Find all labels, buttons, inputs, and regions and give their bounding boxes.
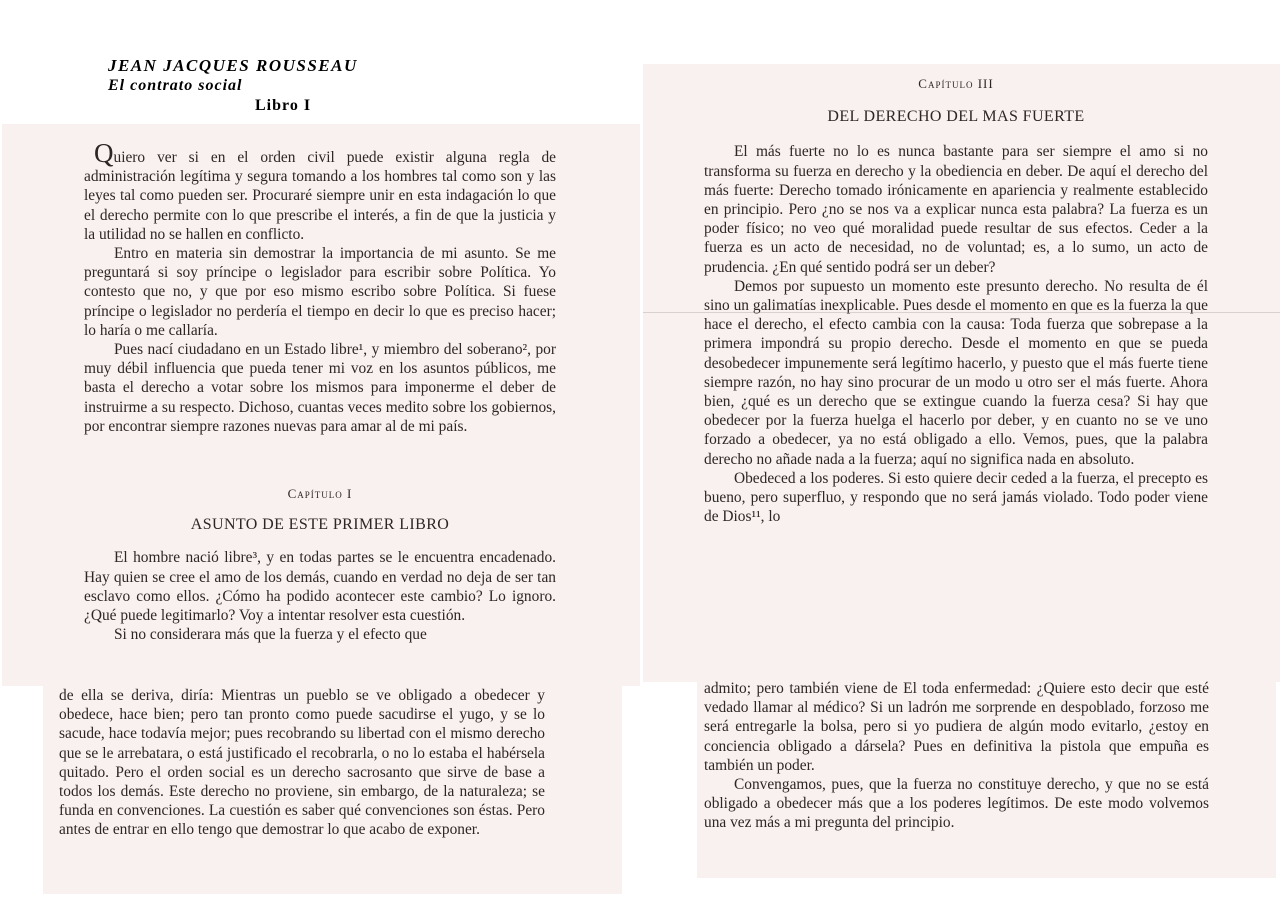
chapter-1-paragraph-2-start: Si no considerara más que la fuerza y el efecto que xyxy=(114,626,427,644)
intro-paragraph-2: Entro en materia sin demostrar la importancia de mi asunto. Se me preguntará si soy príncipe o legislador para escribir sobre Política. Yo contesto que no, y que por eso mismo escribo sobre Política. Si fuese príncipe o legislador no perdería el tiempo en decir lo que es preciso hacer; lo haría o me callaría. xyxy=(84,245,556,339)
chapter-1-paragraph-2-continued: de ella se deriva, diría: Mientras un pueblo se ve obligado a obedecer y obedece, hace bien; pero tan pronto como puede sacudirse el yugo, y se lo sacude, hace todavía mejor; pues recobrando su libertad con el mismo derecho que se le arrebatara, o está justificado el recobrarla, o no lo estaba el habérsela quitado. Pero el orden social es un derecho sacrosanto que sirve de base a todos los demás. Este derecho no proviene, sin embargo, de la naturaleza; se funda en convenciones. La cuestión es saber qué convenciones son éstas. Pero antes de entrar en ello tengo que demostrar lo que acabo de exponer. xyxy=(59,687,545,839)
chapter-3-label: Capítulo III xyxy=(918,76,994,91)
drop-cap: Q xyxy=(94,138,114,168)
work-title: El contrato social xyxy=(108,77,243,94)
scan-right-top xyxy=(643,64,1280,682)
chapter-3-paragraph-3-start: Obedeced a los poderes. Si esto quiere decir ceded a la fuerza, el precepto es bueno, pero superfluo, y respondo que no será jamás violado. Todo poder viene de Dios¹¹, lo xyxy=(704,469,1208,526)
scan-left-bottom xyxy=(43,686,622,894)
book-label: Libro I xyxy=(255,97,312,114)
page-fold-line xyxy=(643,312,1280,313)
chapter-1-paragraph-1: El hombre nació libre³, y en todas partes se le encuentra encadenado. Hay quien se cree el amo de los demás, cuando en verdad no deja de ser tan esclavo como ellos. ¿Cómo ha podido acontecer este cambio? Lo ignoro. ¿Qué puede legitimarlo? Voy a intentar resolver esta cuestión. xyxy=(84,549,556,625)
chapter-3-paragraph-2: Demos por supuesto un momento este presunto derecho. No resulta de él sino un galimatías inexplicable. Pues desde el momento en que es la fuerza la que hace el derecho, el efecto cambia con la causa: Toda fuerza que sobrepase a la primera impondrá su propio derecho. Desde el momento en que se pueda desobedecer impunemente será legítimo hacerlo, y puesto que el más fuerte tiene siempre razón, no hay sino procurar de un modo u otro ser el más fuerte. Ahora bien, ¿qué es un derecho que se extingue cuando la fuerza cesa? Si hay que obedecer por la fuerza huelga el hacerlo por deber, y en cuanto no se ve uno forzado a obedecer, ya no está obligado a ello. Vemos, pues, que la palabra derecho no añade nada a la fuerza; aquí no significa nada en absoluto. xyxy=(704,277,1208,468)
chapter-3-paragraph-1: El más fuerte no lo es nunca bastante para ser siempre el amo si no transforma su fuerza en derecho y la obediencia en deber. De aquí el derecho del más fuerte: Derecho tomado irónicamente en apariencia y realmente establecido en principio. Pero ¿no se nos va a explicar nunca esta palabra? La fuerza es un poder físico; no veo qué moralidad puede resultar de sus efectos. Ceder a la fuerza es un acto de necesidad, no de voluntad; es, a lo sumo, un acto de prudencia. ¿En qué sentido podrá ser un deber? xyxy=(704,143,1208,276)
chapter-3-title: DEL DERECHO DEL MAS FUERTE xyxy=(827,108,1085,126)
author-name: JEAN JACQUES ROUSSEAU xyxy=(108,56,358,75)
scan-right-bottom xyxy=(697,682,1276,878)
document-header xyxy=(108,56,408,117)
chapter-3-paragraph-4: Convengamos, pues, que la fuerza no constituye derecho, y que no se está obligado a obedecer más que a los poderes legítimos. De este modo volvemos una vez más a mi pregunta del principio. xyxy=(704,776,1209,832)
intro-paragraph-3: Pues nací ciudadano en un Estado libre¹, y miembro del soberano², por muy débil influencia que pueda tener mi voz en los asuntos públicos, me basta el derecho a votar sobre los mismos para imponerme el deber de instruirme a su respecto. Dichoso, cuantas veces medito sobre los gobiernos, por encontrar siempre razones nuevas para amar al de mi país. xyxy=(84,341,556,435)
scan-left-top xyxy=(2,124,640,686)
intro-paragraph-1-text: uiero ver si en el orden civil puede existir alguna regla de administración legítima y segura tomando a los hombres tal como son y las leyes tal como pueden ser. Procuraré siempre unir en esta indagación lo que el derecho permite con lo que prescribe el interés, a fin de que la justicia y la utilidad no se hallen en conflicto. xyxy=(84,149,556,243)
intro-paragraph-1 xyxy=(84,138,556,244)
chapter-1-label: Capítulo I xyxy=(287,486,353,502)
chapter-3-paragraph-3-continued: admito; pero también viene de El toda enfermedad: ¿Quiere esto decir que esté vedado llamar al médico? Si un ladrón me sorprende en despoblado, forzoso me será entregarle la bolsa, pero si yo pudiera de algún modo evitarlo, ¿estoy en conciencia obligado a dársela? Pues en definitiva la pistola que empuña es también un poder. xyxy=(704,680,1209,774)
chapter-1-title: ASUNTO DE ESTE PRIMER LIBRO xyxy=(190,516,450,534)
